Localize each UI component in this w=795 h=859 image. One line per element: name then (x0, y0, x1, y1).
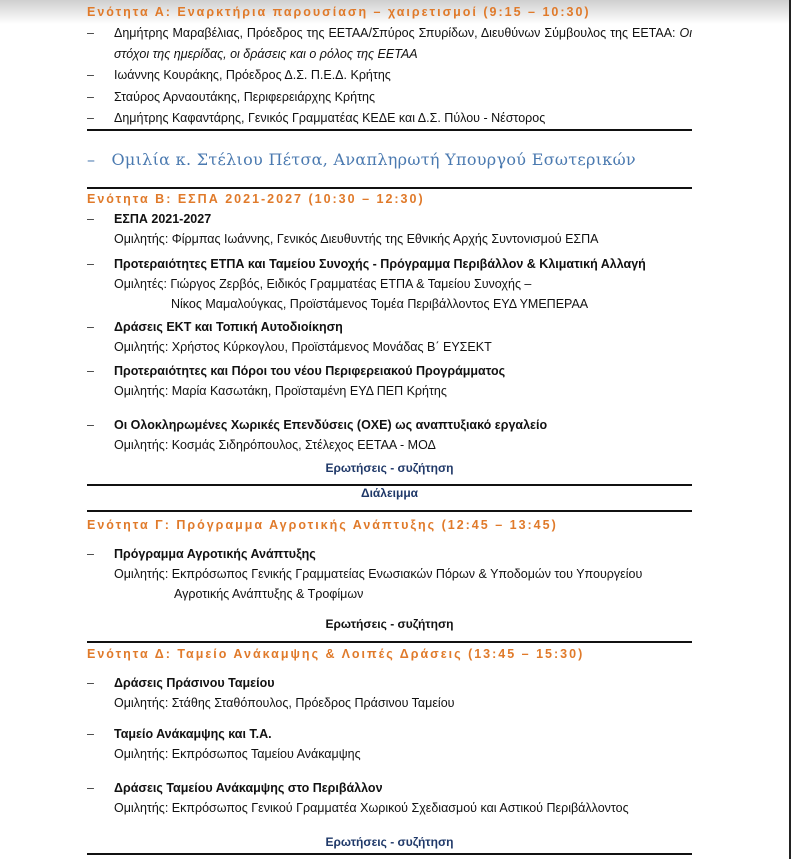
item-speaker-2: Αγροτικής Ανάπτυξης & Τροφίμων (174, 587, 364, 601)
list-item (87, 724, 692, 764)
divider (87, 641, 692, 643)
discussion-label: Ερωτήσεις - συζήτηση (325, 461, 454, 475)
item-title: ΕΣΠΑ 2021-2027 (114, 212, 212, 226)
item-speaker-2: Νίκος Μαμαλούγκας, Προϊστάμενος Τομέα Περιβάλλοντος ΕΥΔ ΥΜΕΠΕΡΑΑ (171, 297, 589, 311)
dash-bullet: – (87, 150, 96, 169)
list-item (87, 415, 692, 455)
dash-bullet: – (87, 257, 94, 271)
dash-bullet: – (87, 547, 94, 561)
break-label: Διάλειμμα (360, 486, 419, 500)
section-c-title: Ενότητα Γ: Πρόγραμμα Αγροτικής Ανάπτυξης (12:45 – 13:45) (87, 518, 558, 532)
item-text: Δημήτρης Καφαντάρης, Γενικός Γραμματέας ΚΕΔΕ και Δ.Σ. Πύλου - Νέστορος (114, 111, 546, 125)
divider (87, 510, 692, 512)
list-item (87, 317, 692, 357)
dash-bullet: – (87, 676, 94, 690)
list-item (87, 65, 692, 85)
dash-bullet: – (87, 111, 94, 125)
item-speaker: Ομιλητής: Εκπρόσωπος Ταμείου Ανάκαμψης (114, 747, 361, 761)
dash-bullet: – (87, 90, 94, 104)
item-title: Προτεραιότητες ΕΤΠΑ και Ταμείου Συνοχής - Πρόγραμμα Περιβάλλον & Κλιματική Αλλαγή (114, 257, 646, 271)
list-item (87, 778, 692, 818)
item-text: Σταύρος Αρναουτάκης, Περιφερειάρχης Κρήτης (114, 90, 375, 104)
item-title: Ταμείο Ανάκαμψης και Τ.Α. (114, 727, 272, 741)
item-text: Ιωάννης Κουράκης, Πρόεδρος Δ.Σ. Π.Ε.Δ. Κρήτης (114, 68, 391, 82)
item-speaker: Ομιλητής: Κοσμάς Σιδηρόπουλος, Στέλεχος ΕΕΤΑΑ - ΜΟΔ (114, 438, 436, 452)
minister-speech (87, 150, 636, 169)
item-text: Δημήτρης Μαραβέλιας, Πρόεδρος της ΕΕΤΑΑ/Σπύρος Σπυρίδων, Διευθύνων Σύμβουλος της ΕΕΤΑΑ: (114, 26, 680, 40)
item-title: Δράσεις Πράσινου Ταμείου (114, 676, 275, 690)
item-speaker: Ομιλητής: Στάθης Σταθόπουλος, Πρόεδρος Πράσινου Ταμείου (114, 696, 455, 710)
item-title: Οι Ολοκληρωμένες Χωρικές Επενδύσεις (ΟΧΕ) ως αναπτυξιακό εργαλείο (114, 418, 548, 432)
discussion-label: Ερωτήσεις - συζήτηση (325, 835, 454, 849)
page-edge (789, 0, 791, 859)
item-title: Πρόγραμμα Αγροτικής Ανάπτυξης (114, 547, 316, 561)
item-speaker: Ομιλητής: Εκπρόσωπος Γενικού Γραμματέα Χωρικού Σχεδιασμού και Αστικού Περιβάλλοντος (114, 801, 629, 815)
item-speaker: Ομιλητής: Μαρία Κασωτάκη, Προϊσταμένη ΕΥΔ ΠΕΠ Κρήτης (114, 384, 447, 398)
section-d-title: Ενότητα Δ: Ταμείο Ανάκαμψης & Λοιπές Δράσεις (13:45 – 15:30) (87, 647, 585, 661)
divider (87, 187, 692, 189)
item-title: Προτεραιότητες και Πόροι του νέου Περιφερειακού Προγράμματος (114, 364, 506, 378)
section-b-title: Ενότητα Β: ΕΣΠΑ 2021-2027 (10:30 – 12:30) (87, 192, 425, 206)
item-speaker: Ομιλητής: Εκπρόσωπος Γενικής Γραμματείας Ενωσιακών Πόρων & Υποδομών του Υπουργείου (114, 567, 643, 581)
divider (87, 129, 692, 131)
list-item (87, 673, 692, 713)
list-item (87, 544, 692, 604)
dash-bullet: – (87, 781, 94, 795)
dash-bullet: – (87, 364, 94, 378)
list-item (87, 108, 692, 128)
discussion-label: Ερωτήσεις - συζήτηση (325, 617, 454, 631)
item-speaker: Ομιλητές: Γιώργος Ζερβός, Ειδικός Γραμματέας ΕΤΠΑ & Ταμείου Συνοχής – (114, 277, 532, 291)
list-item (87, 254, 692, 314)
dash-bullet: – (87, 26, 94, 40)
item-speaker: Ομιλητής: Χρήστος Κύρκογλου, Προϊστάμενος Μονάδας Β΄ ΕΥΣΕΚΤ (114, 340, 492, 354)
section-a-title: Ενότητα Α: Εναρκτήρια παρουσίαση – χαιρετισμοί (9:15 – 10:30) (87, 5, 591, 19)
item-italic-text: Οι στόχοι της ημερίδας, οι δράσεις και ο ρόλος της ΕΕΤΑΑ (114, 26, 692, 61)
list-item (87, 209, 692, 249)
dash-bullet: – (87, 418, 94, 432)
dash-bullet: – (87, 727, 94, 741)
dash-bullet: – (87, 212, 94, 226)
list-item (87, 87, 692, 107)
list-item (87, 23, 692, 65)
list-item (87, 361, 692, 401)
dash-bullet: – (87, 320, 94, 334)
item-title: Δράσεις Ταμείου Ανάκαμψης στο Περιβάλλον (114, 781, 383, 795)
speech-text: Ομιλία κ. Στέλιου Πέτσα, Αναπληρωτή Υπουργού Εσωτερικών (111, 150, 636, 169)
divider (87, 853, 692, 855)
dash-bullet: – (87, 68, 94, 82)
item-speaker: Ομιλητής: Φίρμπας Ιωάννης, Γενικός Διευθυντής της Εθνικής Αρχής Συντονισμού ΕΣΠΑ (114, 232, 599, 246)
item-title: Δράσεις ΕΚΤ και Τοπική Αυτοδιοίκηση (114, 320, 343, 334)
